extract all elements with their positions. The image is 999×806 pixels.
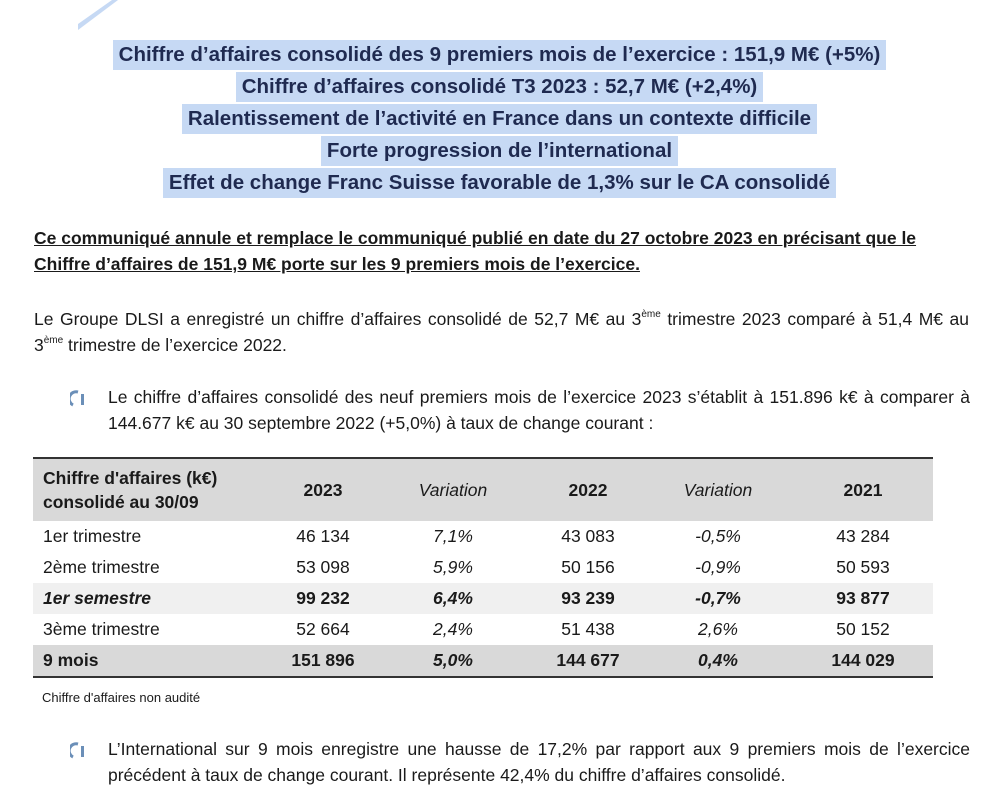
- cell-value: 144 677: [533, 645, 643, 677]
- headlines-block: [0, 40, 999, 200]
- bullet-text-1: Le chiffre d’affaires consolidé des neuf premiers mois de l’exercice 2023 s’établit à 151.896 k€ à comparer à 144.677 k€ au 30 septembre 2022 (+5,0%) à taux de change courant :: [108, 387, 970, 433]
- headline-1: Chiffre d’affaires consolidé des 9 premiers mois de l’exercice : 151,9 M€ (+5%): [113, 40, 887, 70]
- row-label: 9 mois: [33, 645, 273, 677]
- cell-value: 99 232: [273, 583, 373, 614]
- cell-value: 144 029: [793, 645, 933, 677]
- table-header-2023: 2023: [273, 458, 373, 521]
- table-header-label: Chiffre d'affaires (k€) consolidé au 30/09: [33, 458, 273, 521]
- cell-value: 53 098: [296, 557, 350, 577]
- intro-text-3: trimestre de l’exercice 2022.: [63, 335, 287, 355]
- cell-variation: -0,9%: [695, 557, 741, 577]
- cell-variation: 5,9%: [433, 557, 473, 577]
- headline-3: Ralentissement de l’activité en France dans un contexte difficile: [182, 104, 817, 134]
- headline-5: Effet de change Franc Suisse favorable de 1,3% sur le CA consolidé: [163, 168, 836, 198]
- headline-2: Chiffre d’affaires consolidé T3 2023 : 52,7 M€ (+2,4%): [236, 72, 764, 102]
- row-label: 1er trimestre: [43, 526, 142, 546]
- cell-value: 50 152: [836, 619, 890, 639]
- row-label: 2ème trimestre: [43, 557, 160, 577]
- table-row: [33, 521, 933, 552]
- cell-value: 50 593: [836, 557, 890, 577]
- cell-value: 43 284: [836, 526, 890, 546]
- cell-variation: 6,4%: [373, 583, 533, 614]
- table-footnote: Chiffre d'affaires non audité: [42, 690, 201, 705]
- intro-paragraph: [34, 306, 969, 358]
- cell-value: 52 664: [296, 619, 350, 639]
- table-header-2022: 2022: [533, 458, 643, 521]
- bullet-text-2: L’International sur 9 mois enregistre une hausse de 17,2% par rapport aux 9 premiers mois de l’exercice précédent à taux de change courant. Il représente 42,4% du chiffre d’affaires consolidé.: [108, 739, 970, 785]
- headline-4: Forte progression de l’international: [321, 136, 678, 166]
- cell-value: 46 134: [296, 526, 350, 546]
- row-label: 3ème trimestre: [43, 619, 160, 639]
- cell-value: 51 438: [561, 619, 615, 639]
- table-header-variation: Variation: [373, 458, 533, 521]
- cell-value: 93 877: [793, 583, 933, 614]
- cell-value: 151 896: [273, 645, 373, 677]
- table-row: [33, 614, 933, 645]
- table-row-total: [33, 645, 933, 677]
- cell-value: 43 083: [561, 526, 615, 546]
- cell-value: 93 239: [533, 583, 643, 614]
- cell-variation: 7,1%: [433, 526, 473, 546]
- row-label: 1er semestre: [33, 583, 273, 614]
- table-header-variation: Variation: [643, 458, 793, 521]
- cell-variation: 2,4%: [433, 619, 473, 639]
- bullet-icon: [70, 389, 88, 407]
- cell-variation: -0,7%: [643, 583, 793, 614]
- table-row: [33, 552, 933, 583]
- cell-variation: 0,4%: [643, 645, 793, 677]
- bullet-icon: [70, 741, 88, 759]
- intro-text-1: Le Groupe DLSI a enregistré un chiffre d’affaires consolidé de 52,7 M€ au 3: [34, 309, 642, 329]
- table-header-2021: 2021: [793, 458, 933, 521]
- cell-variation: -0,5%: [695, 526, 741, 546]
- intro-text-2: trimestre 2023 comparé à 51,4 M€ au 3: [34, 309, 970, 355]
- cell-value: 50 156: [561, 557, 615, 577]
- table-header-row: [33, 458, 933, 521]
- table-row-subtotal: [33, 583, 933, 614]
- intro-sup-1: ème: [641, 309, 661, 320]
- corner-decoration: [78, 0, 118, 30]
- revenue-table: [33, 457, 933, 678]
- intro-sup-2: ème: [43, 335, 64, 346]
- cell-variation: 5,0%: [373, 645, 533, 677]
- cell-variation: 2,6%: [698, 619, 738, 639]
- correction-notice: Ce communiqué annule et remplace le communiqué publié en date du 27 octobre 2023 en précisant que le Chiffre d’affaires de 151,9 M€ porte sur les 9 premiers mois de l’exercice.: [34, 228, 917, 274]
